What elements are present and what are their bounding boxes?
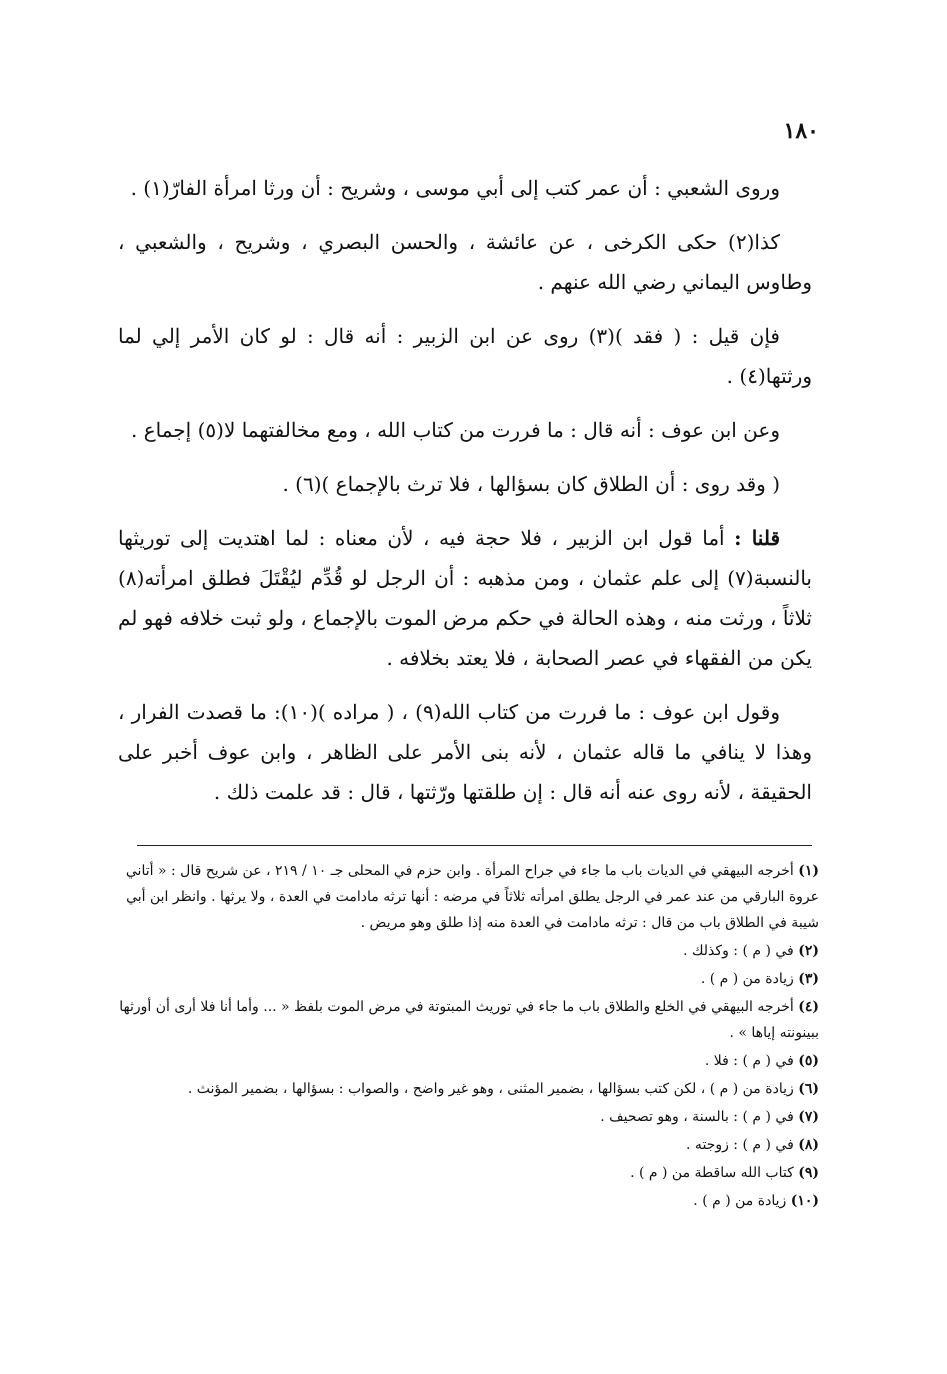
- footnote: [118, 1104, 819, 1130]
- paragraph-body: أما قول ابن الزبير ، فلا حجة فيه ، لأن معناه : لما اهتديت إلى توريثها بالنسبة(٧) إلى علم عثمان ، ومن مذهبه : أن الرجل لو قُدِّم ليُقْتَلَ فطلق امرأته(٨) ثلاثاً ، ورثت منه ، وهذه الحالة في حكم مرض الموت بالإجماع ، ولو ثبت خلافه فهو لم يكن من الفقهاء في عصر الصحابة ، فلا يعتد بخلافه .: [118, 526, 812, 670]
- footnote: [118, 1076, 819, 1102]
- footnote-text: أخرجه البيهقي في الديات باب ما جاء في جراح المرأة . وابن حزم في المحلى جـ ١٠ / ٢١٩ ، عن شريح قال : « أتاني عروة البارقي من عند عمر في الرجل يطلق امرأته ثلاثاً في مرضه : أنها ترثه مادامت في العدة ، ولا يرثها . وانظر ابن أبي شيبة في الطلاق باب من قال : ترثه مادامت في العدة منه إذا طلق وهو مريض .: [125, 863, 819, 931]
- paragraph-lead: قلنا :: [734, 526, 781, 550]
- footnote-text: زيادة من ( م ) ، لكن كتب بسؤالها ، بضمير المثنى ، وهو غير واضح ، والصواب : بسؤالها ، بضمير المؤنث .: [187, 1081, 794, 1097]
- footnote: [118, 938, 819, 964]
- footnote-number: (١٠): [790, 1193, 819, 1209]
- footnote: [118, 994, 819, 1046]
- footnote-number: (٢): [798, 943, 819, 959]
- footnote: [118, 1048, 819, 1074]
- footnote-number: (٧): [798, 1109, 819, 1125]
- footnote: [118, 1188, 819, 1214]
- paragraph: وقول ابن عوف : ما فررت من كتاب الله(٩) ، ( مراده )(١٠): ما قصدت الفرار ، وهذا لا ينافي ما قاله عثمان ، لأنه بنى الأمر على الظاهر ، وابن عوف أخبر على الحقيقة ، لأنه روى عنه أنه قال : إن طلقتها ورّثتها ، قال : قد علمت ذلك .: [118, 700, 812, 804]
- footnote-number: (٩): [798, 1165, 819, 1181]
- footnote-text: في ( م ) : بالسنة ، وهو تصحيف .: [600, 1109, 794, 1125]
- footnote-text: في ( م ) : زوجته .: [686, 1137, 794, 1153]
- footnote-text: زيادة من ( م ) .: [700, 971, 794, 987]
- main-text: [118, 168, 812, 826]
- footnote: [118, 1132, 819, 1158]
- paragraph: وعن ابن عوف : أنه قال : ما فررت من كتاب الله ، ومع مخالفتهما لا(٥) إجماع .: [131, 418, 780, 442]
- footnote-number: (٤): [798, 999, 819, 1015]
- footnote: [118, 858, 819, 936]
- footnote-number: (١): [798, 863, 819, 879]
- footnote: [118, 1160, 819, 1186]
- paragraph: كذا(٢) حكى الكرخى ، عن عائشة ، والحسن البصري ، وشريح ، والشعبي ، وطاوس اليماني رضي الله عنهم .: [118, 230, 812, 294]
- paragraph: [118, 518, 812, 678]
- page-number: ١٨٠: [783, 118, 819, 144]
- paragraph: وروى الشعبي : أن عمر كتب إلى أبي موسى ، وشريح : أن ورثا امرأة الفارّ(١) .: [130, 176, 780, 200]
- footnote-number: (٨): [798, 1137, 819, 1153]
- footnote-text: أخرجه البيهقي في الخلع والطلاق باب ما جاء في توريث المبتوتة في مرض الموت بلفظ « ... وأما أنا فلا أرى أن أورثها ببينونته إياها » .: [119, 999, 819, 1041]
- footnote-text: في ( م ) : وكذلك .: [683, 943, 794, 959]
- footnote-text: في ( م ) : فلا .: [704, 1053, 794, 1069]
- footnote-text: زيادة من ( م ) .: [693, 1193, 787, 1209]
- footnote-number: (٥): [798, 1053, 819, 1069]
- footnotes: [118, 858, 819, 1216]
- footnote: [118, 966, 819, 992]
- footnote-number: (٦): [798, 1081, 819, 1097]
- paragraph: ( وقد روى : أن الطلاق كان بسؤالها ، فلا ترث بالإجماع )(٦) .: [282, 472, 780, 496]
- footnote-text: كتاب الله ساقطة من ( م ) .: [630, 1165, 794, 1181]
- footnote-number: (٣): [798, 971, 819, 987]
- footnote-separator: [137, 845, 812, 846]
- paragraph: فإن قيل : ( فقد )(٣) روى عن ابن الزبير : أنه قال : لو كان الأمر إلي لما ورثتها(٤) .: [118, 324, 812, 388]
